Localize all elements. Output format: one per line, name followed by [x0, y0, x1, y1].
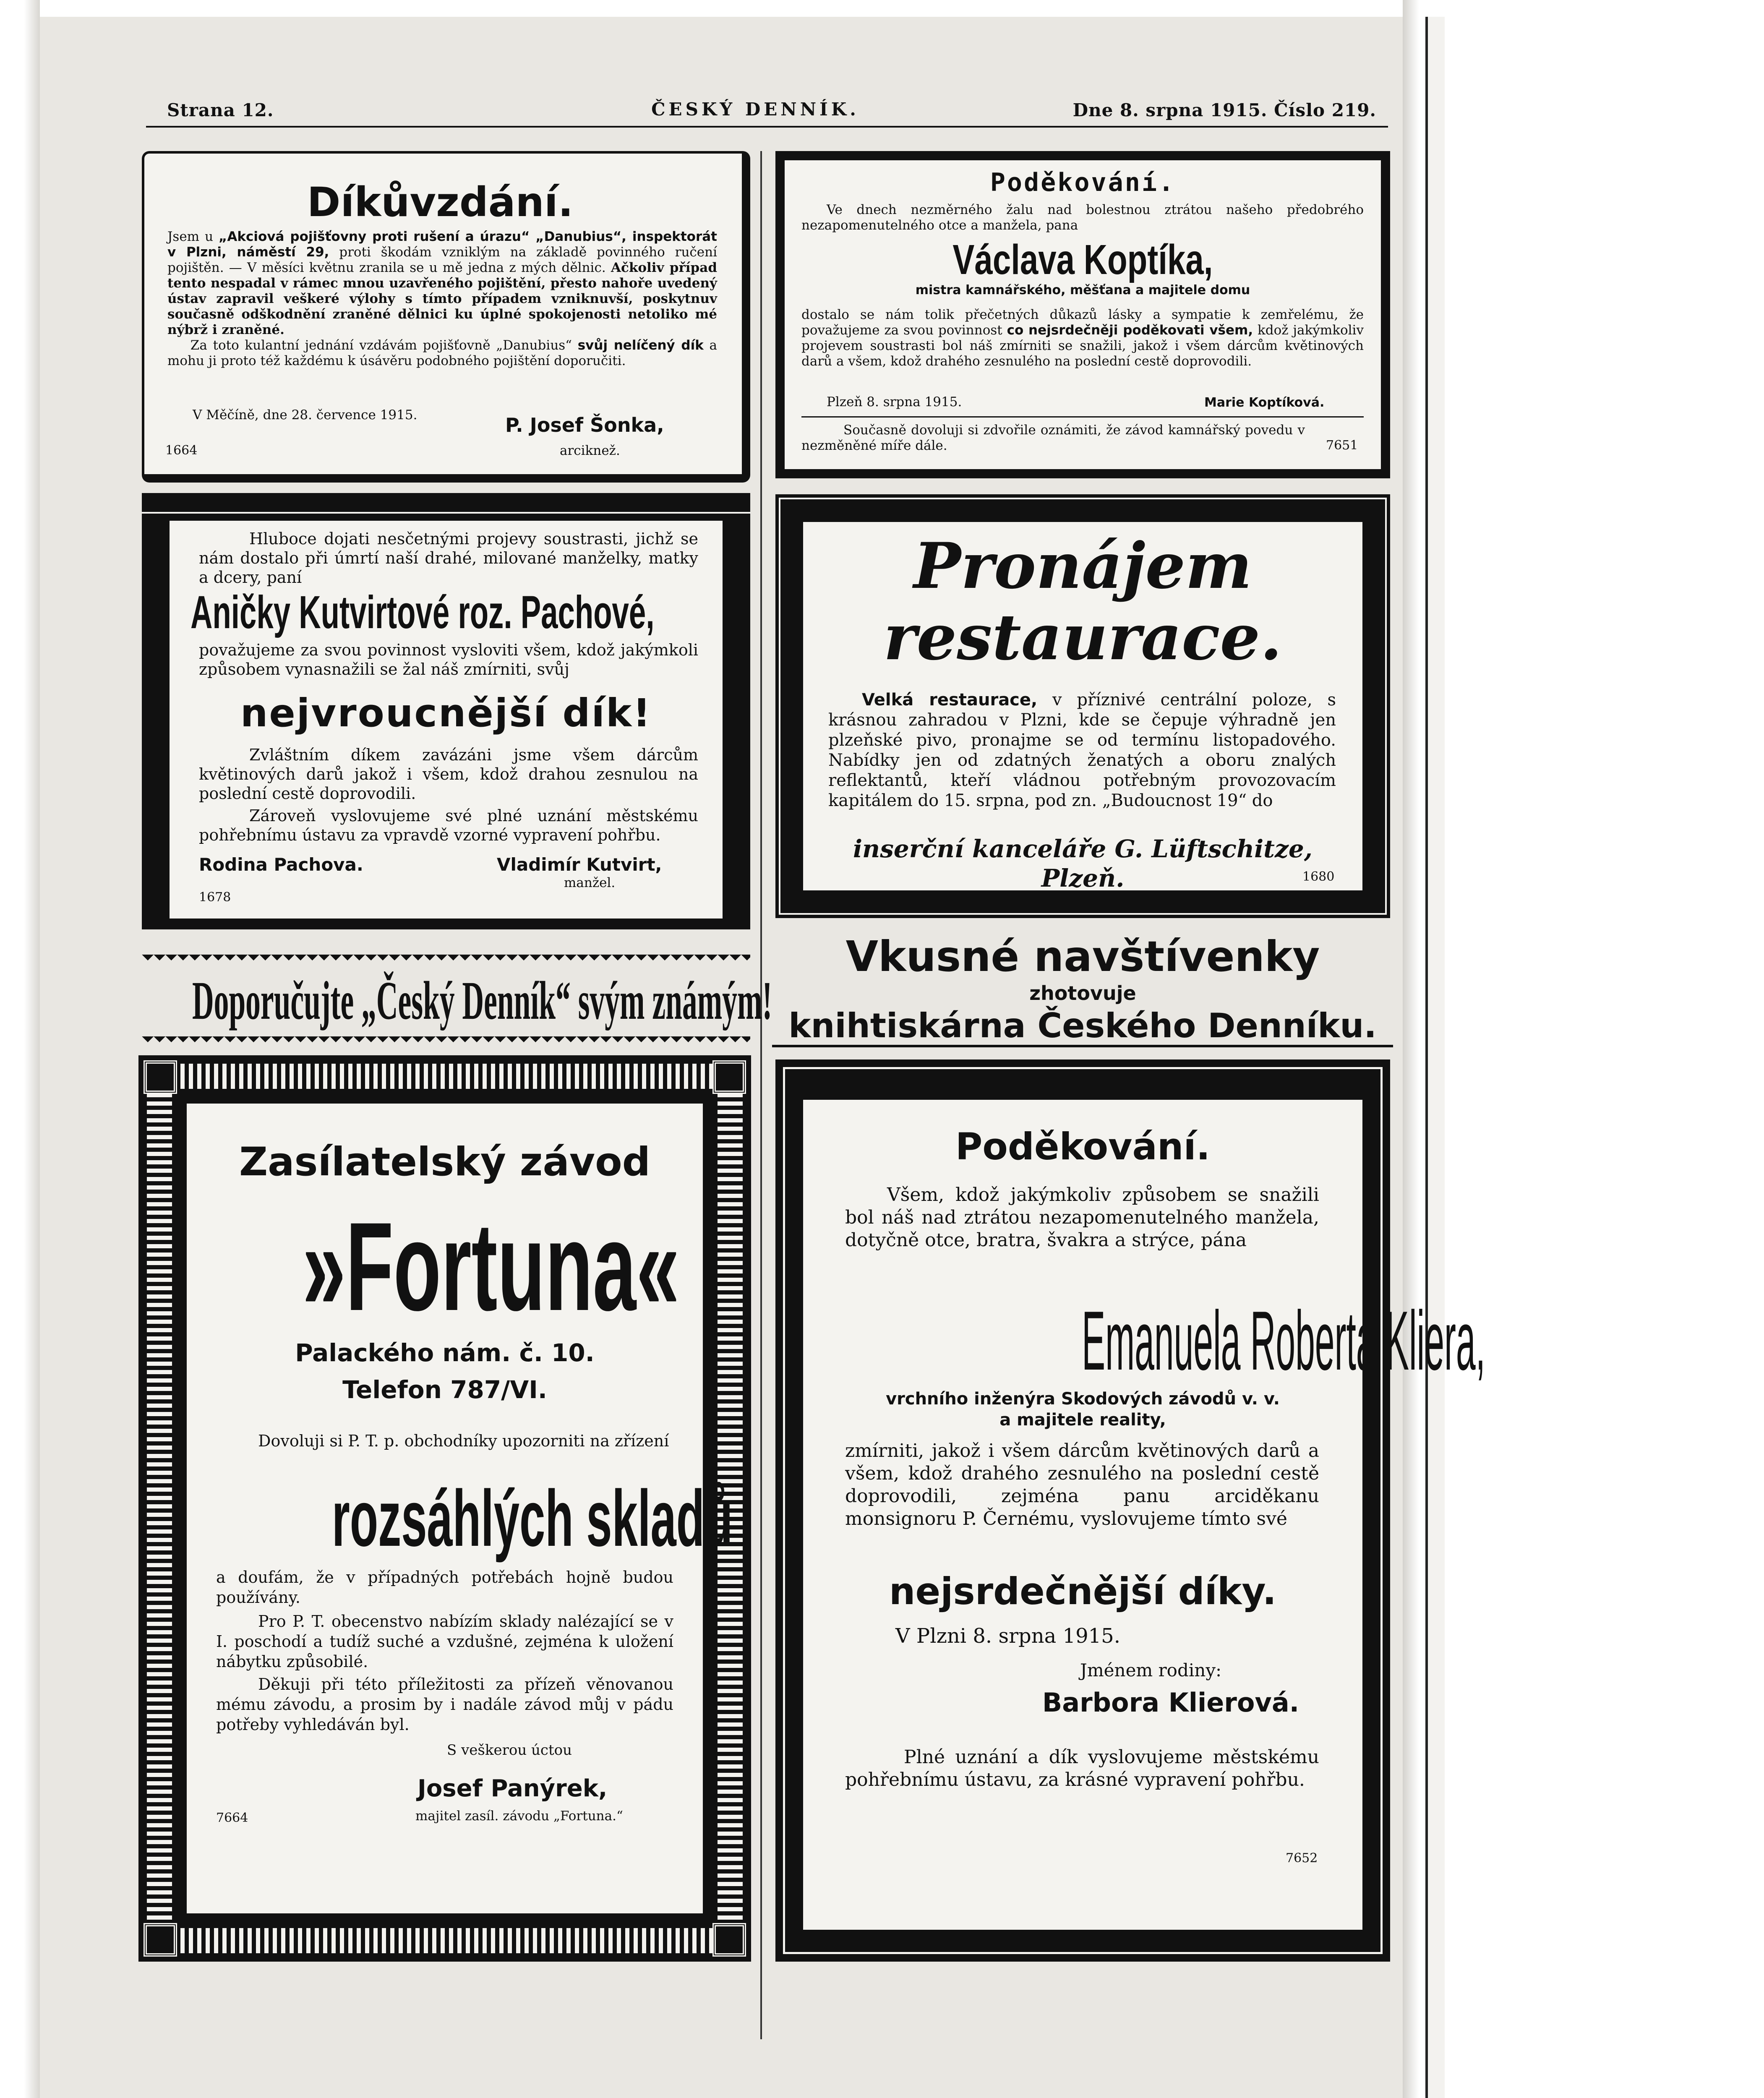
restaurace-title-1: Pronájem — [913, 529, 1252, 603]
koptik-notice-frame — [775, 151, 1390, 478]
kutvirtova-notice — [167, 518, 725, 921]
fortuna-name-wrap — [187, 1194, 703, 1337]
koptik-title: Poděkování. — [990, 168, 1176, 197]
koptik-intro: Ve dnech nezměrného žalu nad bolestnou ztrátou našeho předobrého nezapomenutelného otce a manžela, pana — [801, 202, 1364, 233]
dikuvzdani-place-date: V Měčíně, dne 28. července 1915. — [193, 407, 418, 423]
adjacent-page-edge — [1425, 17, 1445, 2098]
fortuna-p1: Dovoluji si P. T. p. obchodníky upozorniti na zřízení — [258, 1432, 669, 1450]
dikuvzdani-signature: P. Josef Šonka, — [505, 414, 664, 436]
kutvirtova-sig-role: manžel. — [564, 875, 616, 890]
klier-thanks: nejsrdečnější díky. — [889, 1570, 1277, 1613]
restaurace-footer-1: inserční kanceláře G. Lüftschitze, — [853, 835, 1313, 863]
scan-margin-top — [0, 0, 1457, 17]
fortuna-notice — [185, 1101, 733, 1915]
ornament-corner — [144, 1060, 177, 1094]
navstivenky-line3: knihtiskárna Českého Denníku. — [772, 1007, 1393, 1047]
kutvirtova-name: Aničky Kutvirtové roz. Pachové, — [190, 587, 655, 638]
dikuvzdani-notice — [142, 151, 750, 483]
dikuvzdani-text — [167, 229, 717, 369]
restaurace-notice-frame — [775, 494, 1390, 918]
dikuvzdani-title: Díkůvzdání. — [307, 179, 574, 226]
ornament-top — [176, 1064, 713, 1089]
fortuna-title: Zasílatelský závod — [239, 1139, 651, 1185]
ornament-corner — [712, 1923, 746, 1957]
restaurace-notice — [801, 519, 1365, 893]
text-run: kdož jakýmkoliv projevem soustrasti bol náš zmírniti se snažili, jakož i všem dárcům květinových darů a všem, kdož drahého zesnulého na poslední cestě doprovodili. — [801, 323, 1364, 369]
koptik-name-wrap — [785, 236, 1381, 282]
ornament-corner — [144, 1923, 177, 1957]
fortuna-signature: Josef Panýrek, — [418, 1775, 608, 1802]
ad-number: 7651 — [1326, 438, 1358, 453]
kutvirtova-sig-right: Vladimír Kutvirt, — [497, 854, 662, 875]
ornament-corner — [712, 1060, 746, 1094]
ad-number: 7664 — [216, 1811, 248, 1825]
koptik-place-date: Plzeň 8. srpna 1915. — [827, 394, 962, 410]
doporucujte-text: Doporučujte „Český Denník“ svým známým! — [192, 971, 772, 1031]
scan-margin-left — [0, 0, 40, 2098]
zigzag-band-top — [142, 955, 750, 966]
kutvirtova-body: považujeme za svou povinnost vysloviti všem, kdož jakýmkoli způsobem vynasnažili se žal náš zmírniti, svůj — [199, 641, 698, 678]
fortuna-name: »Fortuna« — [302, 1196, 680, 1337]
text-run: Za toto kulantní jednání vzdávám pojišťovně „Danubius“ — [190, 338, 578, 353]
kutvirtova-p2: Zvláštním díkem zavázáni jsme všem dárcům květinových darů jakož i všem, kdož drahou zesnulou na poslední cestě doprovodili. — [199, 746, 698, 803]
ornament-left — [147, 1093, 172, 1924]
insurer-name: „Akciová pojišťovny proti rušení a úrazu“ „Danubius“, inspektorát v Plzni, náměstí 29, — [167, 229, 717, 260]
text-run: a mohu ji proto též každému k úsávěru podobného pojištění doporučiti. — [167, 338, 717, 368]
klier-name-wrap — [803, 1293, 1485, 1388]
text-run: Jsem u — [167, 229, 219, 244]
masthead-title: ČESKÝ DENNÍK. — [651, 99, 859, 120]
restaurace-body — [828, 690, 1336, 811]
koptik-subtitle: mistra kamnářského, měšťana a majitele domu — [915, 283, 1250, 297]
doporucujte-banner — [142, 969, 772, 1032]
dikuvzdani-role: arciknež. — [560, 443, 620, 458]
ad-number: 1678 — [199, 890, 231, 905]
restaurace-title-2: restaurace. — [883, 600, 1282, 674]
kutvirtova-thanks: nejvroucnější dík! — [240, 691, 652, 736]
ornament-bottom — [176, 1928, 713, 1953]
klier-notice-frame — [775, 1059, 1485, 1962]
koptik-notice-text: Současně dovoluji si zdvořile oznámiti, že závod kamnářský povedu v nezměněné míře dále. — [801, 423, 1305, 453]
text-run: proti škodám vzniklým na základě povinného ručení pojištěn. — V měsíci květnu zranila se u mě jedna z mých dělnic. — [167, 245, 717, 275]
klier-place-date: V Plzni 8. srpna 1915. — [895, 1624, 1120, 1648]
navstivenky-line1: Vkusné navštívenky — [845, 932, 1320, 981]
column-divider — [760, 151, 762, 2039]
klier-name: Emanuela Roberta Kliera, — [1082, 1294, 1485, 1388]
koptik-name: Václava Koptíka, — [952, 236, 1213, 283]
text-run-bold: co nejsrdečněji poděkovati všem, — [1007, 323, 1253, 338]
text-run: dostalo se nám tolik přečetných důkazů lásky a sympatie k zemřelému, že považujeme za svou povinnost — [801, 307, 1364, 338]
kutvirtova-sig-left: Rodina Pachova. — [199, 854, 363, 875]
klier-notice — [801, 1097, 1485, 1932]
kutvirtova-intro: Hluboce dojati nesčetnými projevy soustrasti, jichž se nám dostalo při úmrtí naší drahé, milované manželky, matky a dcery, paní — [199, 530, 698, 587]
fortuna-p2: a doufám, že v případných potřebách hojně budou používány. — [216, 1568, 673, 1607]
koptik-signature: Marie Koptíková. — [1204, 395, 1325, 410]
koptik-body — [801, 307, 1364, 369]
issue-date: Dne 8. srpna 1915. Číslo 219. — [1072, 100, 1376, 120]
ad-number: 1680 — [1302, 869, 1335, 884]
fortuna-greeting: S veškerou úctou — [447, 1742, 572, 1759]
ad-number: 1664 — [165, 443, 198, 458]
text-run-bold: svůj nelíčený dík — [577, 338, 704, 353]
fortuna-p3: Pro P. T. obecenstvo nabízím sklady nalézající se v I. poschodí a tudíž suché a vzdušné, zejména k uložení nábytku způsobilé. — [216, 1612, 673, 1671]
fortuna-ornamental-frame — [138, 1055, 751, 1962]
klier-p2: Plné uznání a dík vyslovujeme městskému pohřebnímu ústavu, za krásné vypravení pohřbu. — [845, 1746, 1319, 1790]
text-run-bold: Velká restaurace, — [862, 690, 1038, 710]
header-rule — [146, 126, 1388, 128]
kutvirtova-p3: Zároveň vyslovujeme své plné uznání městskému pohřebnímu ústavu za vpravdě vzorné vypravení pohřbu. — [199, 806, 698, 844]
fortuna-phone: Telefon 787/VI. — [342, 1375, 547, 1404]
fortuna-big: rozsáhlých skladů — [331, 1474, 733, 1563]
restaurace-footer-2: Plzeň. — [1041, 864, 1125, 892]
page-number: Strana 12. — [167, 100, 274, 120]
klier-title: Poděkování. — [955, 1125, 1211, 1168]
text-run-bold: Ačkoliv případ tento nespadal v rámec mnou uzavřeného pojištění, přesto nahoře uvedený ústav zapravil veškeré výlohy s tímto případem vzniknuvší, poskytnuv současně odškodnění zraněné dělnici ku úplné spokojenosti netoliko mé nýbrž i zraněné. — [167, 260, 717, 337]
fortuna-big-wrap — [187, 1473, 733, 1563]
frame-line — [142, 512, 750, 514]
klier-sub1: vrchního inženýra Skodových závodů v. v. — [886, 1389, 1280, 1409]
klier-on-behalf: Jménem rodiny: — [1080, 1660, 1222, 1680]
kutvirtova-name-wrap — [190, 586, 702, 640]
fortuna-address: Palackého nám. č. 10. — [295, 1339, 595, 1367]
koptik-notice — [785, 160, 1381, 469]
klier-intro: Všem, kdož jakýmkoliv způsobem se snažili bol náš nad ztrátou nezapomenutelného manžela, dotyčně otce, bratra, švakra a strýce, pána — [845, 1184, 1319, 1251]
klier-signature: Barbora Klierová. — [1042, 1687, 1300, 1718]
klier-sub2: a majitele reality, — [999, 1410, 1166, 1430]
navstivenky-line2: zhotovuje — [1029, 982, 1136, 1005]
kutvirtova-notice-frame — [142, 493, 750, 929]
klier-body: zmírniti, jakož i všem dárcům květinových darů a všem, kdož drahého zesnulého na poslední cestě doprovodili, zejména panu arciděkanu monsignoru P. Černému, vyslovujeme tímto své — [845, 1440, 1319, 1529]
koptik-rule — [801, 416, 1364, 418]
zigzag-band-bottom — [142, 1036, 750, 1048]
text-run: v příznivé centrální poloze, s krásnou zahradou v Plzni, kde se čepuje výhradně jen plzeňské pivo, pronajme se od termínu listopadového. Nabídky jen od zdatných ženatých a oboru znalých reflektantů, kteří vládnou potřebným provozovacím kapitálem do 15. srpna, pod zn. „Budoucnost 19“ do — [828, 690, 1336, 810]
fortuna-role: majitel zasíl. závodu „Fortuna.“ — [415, 1808, 623, 1824]
ad-number: 7652 — [1286, 1851, 1318, 1866]
fortuna-p4: Děkuji při této příležitosti za přízeň věnovanou mému závodu, a prosim by i nadále závod můj v pádu potřeby vyhledáván byl. — [216, 1675, 673, 1734]
